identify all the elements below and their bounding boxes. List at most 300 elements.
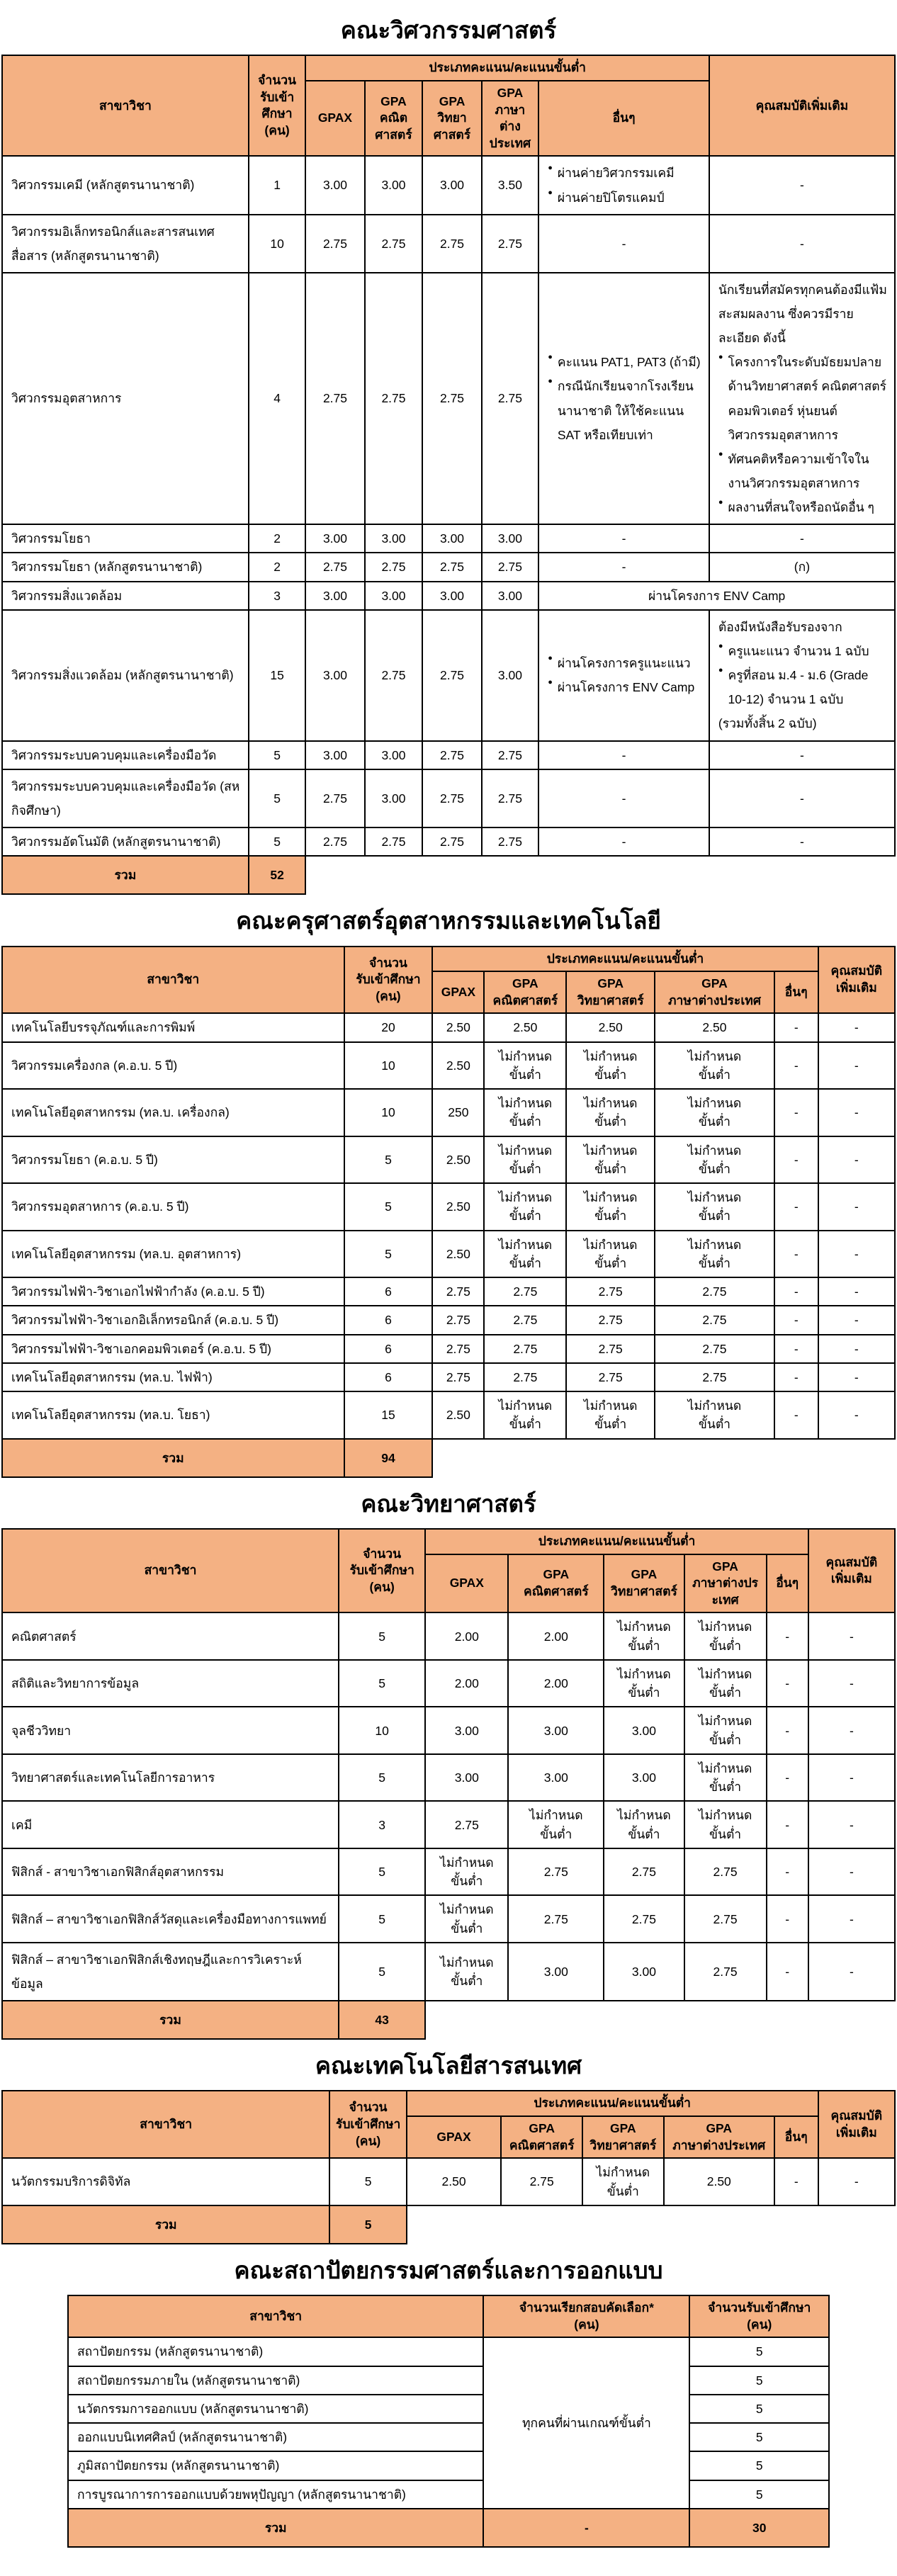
text-line: ขั้นต่ำ — [509, 1114, 541, 1129]
text-line: ไม่กำหนด — [440, 1855, 494, 1870]
value-cell: - — [818, 1089, 895, 1136]
table-row — [2, 1660, 895, 1707]
text-line: ไม่กำหนด — [498, 1049, 553, 1063]
text-line: ภาษาต่างประเทศ — [667, 993, 761, 1007]
text-line: คณิต — [379, 111, 408, 125]
value-cell — [484, 1183, 566, 1231]
header-cell — [68, 2295, 483, 2337]
value-cell — [655, 1391, 774, 1439]
value-cell: 2.75 — [484, 1277, 566, 1306]
value-cell: 2.00 — [425, 1612, 508, 1660]
table-row — [2, 1848, 895, 1896]
text-line: ศึกษา — [261, 106, 293, 121]
value-cell: - — [818, 1306, 895, 1334]
program-name-cell: เทคโนโลยีอุตสาหกรรม (ทล.บ. อุตสาหการ) — [2, 1231, 344, 1278]
table-row — [2, 582, 895, 610]
value-cell: 2.75 — [482, 553, 539, 581]
text-line: ไม่กำหนด — [498, 1143, 553, 1158]
value-cell: 2.75 — [684, 1895, 767, 1943]
program-name-cell: เทคโนโลยีอุตสาหกรรม (ทล.บ. เครื่องกล) — [2, 1089, 344, 1136]
bullet-icon: ● — [548, 188, 553, 197]
value-cell: 5 — [339, 1895, 425, 1943]
text-line: ไม่กำหนด — [698, 1761, 752, 1775]
text-line: ประเภทคะแนน/คะแนนขั้นต่ำ — [429, 60, 586, 75]
total-dash-cell: - — [483, 2509, 689, 2547]
total-value-cell: 43 — [339, 2001, 425, 2039]
value-cell: - — [538, 827, 709, 856]
text-line: GPA — [543, 1567, 570, 1582]
value-cell: - — [818, 1042, 895, 1090]
value-cell — [538, 610, 709, 741]
text-line: ไม่กำหนด — [498, 1190, 553, 1205]
value-cell: ทุกคนที่ผ่านเกณฑ์ขั้นต่ำ — [483, 2337, 689, 2509]
text-line: ไม่กำหนด — [698, 1620, 752, 1634]
text-line: ไม่กำหนด — [698, 1808, 752, 1823]
faculty-table — [1, 2090, 896, 2244]
bullet-icon: ● — [548, 377, 553, 386]
value-cell: 2.75 — [432, 1277, 484, 1306]
text-line: ขั้นต่ำ — [709, 1826, 742, 1841]
program-name-cell: เคมี — [2, 1801, 339, 1848]
text-line: ขั้นต่ำ — [594, 1255, 627, 1270]
text-line: ะเทศ — [711, 1592, 739, 1607]
value-cell: 3.50 — [482, 156, 539, 214]
text-line: ขั้นต่ำ — [628, 1638, 660, 1653]
text-line: สาขาวิชา — [147, 972, 200, 987]
value-cell — [604, 1801, 684, 1848]
value-cell — [425, 1848, 508, 1896]
value-cell: - — [767, 1895, 808, 1943]
value-cell: 3.00 — [305, 524, 364, 553]
value-cell: 2.75 — [422, 827, 481, 856]
program-name-cell: นวัตกรรมการออกแบบ (หลักสูตรนานาชาติ) — [68, 2395, 483, 2423]
value-cell: 2 — [249, 524, 306, 553]
value-cell: - — [808, 1801, 895, 1848]
text-line: คุณสมบัติ — [825, 1554, 878, 1569]
value-cell: 2.75 — [432, 1306, 484, 1334]
total-value-cell: 94 — [344, 1439, 433, 1477]
value-cell: 2.00 — [508, 1612, 604, 1660]
bullet-item — [548, 186, 703, 210]
total-label-cell: รวม — [2, 856, 249, 894]
program-name-cell: วิศวกรรมโยธา (ค.อ.บ. 5 ปี) — [2, 1136, 344, 1184]
faculty-section-architecture-design — [0, 2256, 897, 2548]
table-row — [68, 2451, 829, 2480]
text-line: ไม่กำหนด — [583, 1096, 638, 1111]
value-cell: 3.00 — [365, 156, 423, 214]
value-cell: 2.50 — [432, 1013, 484, 1041]
value-cell: 2.75 — [484, 1306, 566, 1334]
header-cell — [329, 2091, 406, 2158]
table-row — [68, 2366, 829, 2395]
total-label-cell: รวม — [2, 2205, 329, 2244]
text-line: GPAX — [317, 111, 353, 125]
value-cell: 2.50 — [432, 1231, 484, 1278]
value-cell — [655, 1136, 774, 1184]
text-line: จำนวน — [258, 73, 296, 88]
value-cell: 6 — [344, 1335, 433, 1363]
table-row — [2, 1089, 895, 1136]
header-cell — [538, 81, 709, 157]
header-row — [68, 2295, 829, 2337]
header-cell — [339, 1529, 425, 1613]
program-name-cell: วิศวกรรมระบบควบคุมและเครื่องมือวัด (สหกิจศึกษา) — [2, 769, 249, 827]
value-cell: 3.00 — [305, 741, 364, 769]
text-line: ประเทศ — [489, 135, 531, 150]
header-cell — [582, 2116, 664, 2158]
program-name-cell: เทคโนโลยีอุตสาหกรรม (ทล.บ. โยธา) — [2, 1391, 344, 1439]
value-cell: - — [709, 769, 895, 827]
value-cell: 3.00 — [425, 1754, 508, 1802]
value-cell: 5 — [689, 2423, 829, 2451]
value-cell: ผ่านโครงการ ENV Camp — [538, 582, 895, 610]
text-line: อื่นๆ — [776, 1576, 799, 1591]
value-cell: - — [709, 524, 895, 553]
value-cell — [508, 1801, 604, 1848]
bullet-text: ผ่านโครงการ ENV Camp — [557, 680, 695, 695]
value-cell: 2.75 — [604, 1895, 684, 1943]
value-cell: 2.75 — [684, 1848, 767, 1896]
value-cell: 5 — [339, 1660, 425, 1707]
value-cell: - — [774, 1306, 818, 1334]
text-line: ขั้นต่ำ — [698, 1114, 731, 1129]
bullet-text: ผ่านค่ายปิโตรแคมป์ — [557, 190, 665, 205]
value-cell: 3.00 — [305, 156, 364, 214]
header-cell — [818, 2091, 895, 2158]
value-cell: 2.75 — [508, 1895, 604, 1943]
text-line: ขั้นต่ำ — [594, 1067, 627, 1082]
table-row — [2, 524, 895, 553]
value-cell — [604, 1612, 684, 1660]
text-line: อื่นๆ — [612, 111, 636, 125]
text-line: GPA — [439, 94, 466, 108]
header-cell — [689, 2295, 829, 2337]
text-line: ขั้นต่ำ — [698, 1161, 731, 1176]
cell-intro-text: ต้องมีหนังสือรับรองจาก — [718, 619, 842, 634]
header-cell — [508, 1554, 604, 1613]
value-cell — [566, 1183, 655, 1231]
value-cell: - — [808, 1660, 895, 1707]
text-line: รับเข้าศึกษา — [335, 2117, 401, 2131]
value-cell: 2.75 — [305, 215, 364, 273]
value-cell: 5 — [344, 1231, 433, 1278]
value-cell — [709, 610, 895, 741]
empty-cell — [425, 2001, 895, 2039]
program-name-cell: วิศวกรรมระบบควบคุมและเครื่องมือวัด — [2, 741, 249, 769]
value-cell: - — [774, 1089, 818, 1136]
text-line: ขั้นต่ำ — [540, 1826, 572, 1841]
header-cell — [305, 81, 364, 157]
value-cell: - — [818, 1277, 895, 1306]
value-cell — [484, 1391, 566, 1439]
value-cell: 5 — [249, 769, 306, 827]
bullet-text: ครูที่สอน ม.4 - ม.6 (Grade 10-12) จำนวน 1 ฉบับ — [728, 668, 869, 707]
text-line: อื่นๆ — [784, 984, 808, 999]
text-line: ขั้นต่ำ — [698, 1417, 731, 1432]
text-line: GPA — [712, 1559, 738, 1574]
value-cell: - — [774, 1363, 818, 1391]
program-name-cell: จุลชีววิทยา — [2, 1707, 339, 1754]
program-name-cell: วิศวกรรมสิ่งแวดล้อม (หลักสูตรนานาชาติ) — [2, 610, 249, 741]
value-cell: - — [818, 1136, 895, 1184]
value-cell — [425, 1895, 508, 1943]
table-row — [2, 1231, 895, 1278]
bullet-item — [718, 350, 888, 447]
value-cell: 2.50 — [432, 1042, 484, 1090]
text-line: ขั้นต่ำ — [628, 1826, 660, 1841]
faculty-title: คณะเทคโนโลยีสารสนเทศ — [315, 2052, 582, 2079]
bullet-icon: ● — [548, 678, 553, 687]
total-label-cell: รวม — [2, 1439, 344, 1477]
text-line: จำนวน — [349, 2100, 388, 2115]
value-cell — [484, 1231, 566, 1278]
faculty-table — [1, 1528, 896, 2040]
value-cell — [484, 1136, 566, 1184]
text-line: ขั้นต่ำ — [607, 2184, 639, 2198]
program-name-cell: เทคโนโลยีอุตสาหกรรม (ทล.บ. ไฟฟ้า) — [2, 1363, 344, 1391]
program-name-cell: ฟิสิกส์ - สาขาวิชาเอกฟิสิกส์อุตสาหกรรม — [2, 1848, 339, 1896]
text-line: รับเข้าศึกษา — [349, 1563, 414, 1578]
value-cell: (ก) — [709, 553, 895, 581]
header-cell — [604, 1554, 684, 1613]
text-line: (คน) — [264, 123, 290, 137]
value-cell: 2.75 — [566, 1363, 655, 1391]
table-row — [2, 741, 895, 769]
value-cell: 5 — [689, 2480, 829, 2509]
program-name-cell: วิศวกรรมไฟฟ้า-วิชาเอกคอมพิวเตอร์ (ค.อ.บ. 5 ปี) — [2, 1335, 344, 1363]
value-cell: 2.75 — [422, 741, 481, 769]
text-line: ไม่กำหนด — [617, 1666, 671, 1681]
header-cell — [709, 55, 895, 156]
text-line: GPA — [497, 85, 524, 100]
value-cell: - — [767, 1801, 808, 1848]
text-line: คุณสมบัติเพิ่มเติม — [755, 98, 849, 113]
text-line: สาขาวิชา — [140, 2117, 193, 2131]
bullet-item — [548, 651, 703, 675]
bullet-icon: ● — [718, 353, 723, 362]
value-cell: - — [767, 1707, 808, 1754]
bullet-icon: ● — [718, 642, 723, 650]
table-row — [2, 1013, 895, 1041]
value-cell: 15 — [344, 1391, 433, 1439]
value-cell: - — [808, 1848, 895, 1896]
value-cell: 2.00 — [508, 1660, 604, 1707]
text-line: ไม่กำหนด — [583, 1143, 638, 1158]
empty-cell — [432, 1439, 895, 1477]
value-cell: 5 — [339, 1612, 425, 1660]
program-name-cell: ฟิสิกส์ – สาขาวิชาเอกฟิสิกส์วัสดุและเครื่องมือทางการแพทย์ — [2, 1895, 339, 1943]
bullet-text: ผ่านค่ายวิศวกรรมเคมี — [557, 166, 675, 181]
value-cell: 10 — [339, 1707, 425, 1754]
text-line: ไม่กำหนด — [687, 1143, 742, 1158]
bullet-icon: ● — [718, 666, 723, 675]
text-line: ไม่กำหนด — [583, 1399, 638, 1413]
table-row — [2, 1042, 895, 1090]
value-cell: 2.75 — [566, 1306, 655, 1334]
header-cell — [2, 55, 249, 156]
value-cell: 2.75 — [484, 1335, 566, 1363]
value-cell: 2.75 — [422, 553, 481, 581]
bullet-icon: ● — [718, 498, 723, 507]
program-name-cell: วิทยาศาสตร์และเทคโนโลยีการอาหาร — [2, 1754, 339, 1802]
value-cell: 2.75 — [604, 1848, 684, 1896]
bullet-icon: ● — [548, 164, 553, 173]
value-cell: 5 — [249, 827, 306, 856]
value-cell: 2.75 — [482, 741, 539, 769]
table-row — [2, 1306, 895, 1334]
value-cell: - — [709, 827, 895, 856]
faculty-section-science — [0, 1489, 897, 2040]
value-cell: 2.00 — [425, 1660, 508, 1707]
value-cell: 2.75 — [655, 1335, 774, 1363]
table-row — [2, 156, 895, 214]
text-line: ไม่กำหนด — [498, 1399, 553, 1413]
header-cell — [774, 2116, 818, 2158]
value-cell: 2.75 — [422, 769, 481, 827]
value-cell: 1 — [249, 156, 306, 214]
value-cell: - — [774, 1335, 818, 1363]
table-row — [2, 215, 895, 273]
text-line: ภาษาต่างประเทศ — [672, 2137, 766, 2152]
header-cell — [484, 971, 566, 1013]
value-cell: 2.75 — [422, 215, 481, 273]
text-line: GPAX — [441, 984, 476, 999]
header-cell — [482, 81, 539, 157]
text-line: ไม่กำหนด — [583, 1049, 638, 1063]
text-line: GPAX — [449, 1576, 484, 1591]
value-cell: 3.00 — [482, 524, 539, 553]
value-cell: 3.00 — [482, 610, 539, 741]
program-name-cell: เทคโนโลยีบรรจุภัณฑ์และการพิมพ์ — [2, 1013, 344, 1041]
value-cell: 3.00 — [604, 1754, 684, 1802]
value-cell: 2.50 — [432, 1136, 484, 1184]
value-cell: 3.00 — [365, 769, 423, 827]
value-cell: 2.75 — [566, 1335, 655, 1363]
table-row — [2, 1707, 895, 1754]
total-value-cell: 30 — [689, 2509, 829, 2547]
table-row — [2, 1335, 895, 1363]
value-cell: - — [818, 1183, 895, 1231]
value-cell: 2.50 — [432, 1391, 484, 1439]
value-cell — [484, 1089, 566, 1136]
text-line: ขั้นต่ำ — [594, 1209, 627, 1224]
text-line: (คน) — [369, 1579, 395, 1594]
text-line: ไม่กำหนด — [440, 1955, 494, 1970]
table-row — [2, 1439, 895, 1477]
value-cell: 3 — [339, 1801, 425, 1848]
text-line: ภาษา — [495, 102, 526, 117]
value-cell: 2.75 — [425, 1801, 508, 1848]
value-cell — [709, 273, 895, 524]
value-cell — [684, 1612, 767, 1660]
value-cell: - — [538, 769, 709, 827]
value-cell: - — [808, 1612, 895, 1660]
header-cell — [684, 1554, 767, 1613]
program-name-cell: วิศวกรรมอัตโนมัติ (หลักสูตรนานาชาติ) — [2, 827, 249, 856]
text-line: ไม่กำหนด — [687, 1190, 742, 1205]
faculty-section-information-technology — [0, 2051, 897, 2244]
value-cell: 2.75 — [305, 553, 364, 581]
bullet-item — [718, 495, 888, 519]
header-cell — [425, 1554, 508, 1613]
value-cell: - — [774, 1042, 818, 1090]
text-line: ประเภทคะแนน/คะแนนขั้นต่ำ — [534, 2096, 691, 2111]
value-cell: 2.75 — [365, 215, 423, 273]
text-line: วิทยาศาสตร์ — [611, 1583, 677, 1598]
header-cell — [432, 971, 484, 1013]
value-cell: - — [808, 1943, 895, 2001]
value-cell: 2.75 — [655, 1277, 774, 1306]
text-line: GPA — [610, 2121, 636, 2135]
header-cell — [432, 947, 818, 972]
value-cell: 5 — [689, 2395, 829, 2423]
text-line: ไม่กำหนด — [687, 1096, 742, 1111]
text-line: จำนวนรับเข้าศึกษา — [708, 2300, 811, 2315]
value-cell: 3.00 — [482, 582, 539, 610]
program-name-cell: สถาปัตยกรรมภายใน (หลักสูตรนานาชาติ) — [68, 2366, 483, 2395]
value-cell: - — [709, 741, 895, 769]
value-cell: 2.75 — [432, 1335, 484, 1363]
value-cell: - — [774, 1391, 818, 1439]
header-cell — [818, 947, 895, 1014]
value-cell: 3.00 — [422, 156, 481, 214]
text-line: GPAX — [436, 2129, 471, 2144]
table-row — [2, 553, 895, 581]
table-row — [2, 1754, 895, 1802]
value-cell: - — [818, 1363, 895, 1391]
value-cell — [655, 1183, 774, 1231]
value-cell — [655, 1231, 774, 1278]
value-cell: 2.50 — [407, 2158, 502, 2205]
program-name-cell: วิศวกรรมสิ่งแวดล้อม — [2, 582, 249, 610]
value-cell: - — [818, 1391, 895, 1439]
table-row — [2, 2001, 895, 2039]
bullet-icon: ● — [718, 449, 723, 458]
value-cell — [566, 1136, 655, 1184]
program-name-cell: วิศวกรรมเคมี (หลักสูตรนานาชาติ) — [2, 156, 249, 214]
value-cell: 3.00 — [422, 524, 481, 553]
faculty-table — [1, 946, 896, 1478]
text-line: (คน) — [574, 2317, 599, 2332]
table-row — [2, 610, 895, 741]
cell-note-text: (รวมทั้งสิ้น 2 ฉบับ) — [718, 716, 817, 731]
bullet-text: ผลงานที่สนใจหรือถนัดอื่น ๆ — [728, 500, 874, 514]
text-line: (คน) — [355, 2133, 381, 2148]
header-row — [2, 55, 895, 81]
program-name-cell: ภูมิสถาปัตยกรรม (หลักสูตรนานาชาติ) — [68, 2451, 483, 2480]
text-line: (คน) — [376, 988, 401, 1003]
header-cell — [664, 2116, 774, 2158]
value-cell — [684, 1660, 767, 1707]
bullet-item — [548, 675, 703, 699]
value-cell — [684, 1707, 767, 1754]
table-row — [2, 1136, 895, 1184]
faculty-title: คณะวิทยาศาสตร์ — [361, 1490, 536, 1517]
faculty-section-industrial-education — [0, 906, 897, 1477]
table-row — [2, 769, 895, 827]
text-line: ขั้นต่ำ — [628, 1685, 660, 1700]
bullet-item — [548, 374, 703, 446]
program-name-cell: คณิตศาสตร์ — [2, 1612, 339, 1660]
value-cell: 3.00 — [305, 610, 364, 741]
header-cell — [407, 2091, 818, 2116]
value-cell: 2.75 — [365, 610, 423, 741]
text-line: ต่าง — [500, 119, 521, 134]
text-line: ขั้นต่ำ — [509, 1209, 541, 1224]
text-line: วิทยาศาสตร์ — [577, 993, 644, 1007]
text-line: ประเภทคะแนน/คะแนนขั้นต่ำ — [538, 1533, 696, 1548]
program-name-cell: วิศวกรรมอิเล็กทรอนิกส์และสารสนเทศสื่อสาร (หลักสูตรนานาชาติ) — [2, 215, 249, 273]
